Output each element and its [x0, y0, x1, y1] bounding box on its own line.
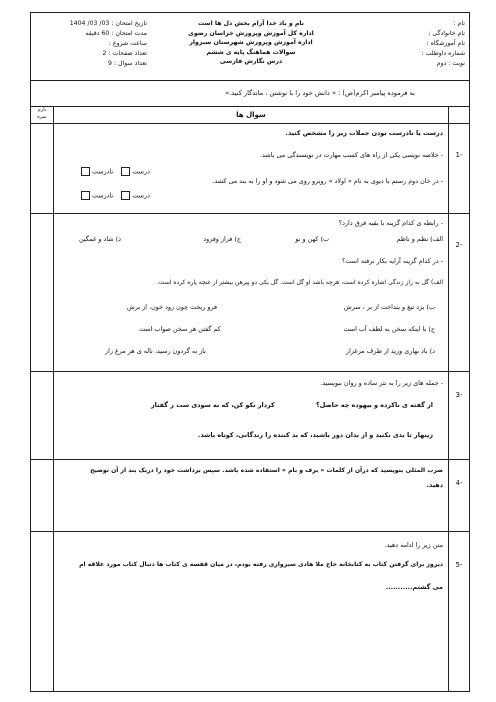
province-office: اداره کل آموزش وپرورش خراسان رضوی [188, 29, 314, 37]
checkbox-false[interactable] [81, 167, 90, 176]
statement: - در خان دوم رستم با دیوی به نام « اولاد » روبرو روی می شود و او را به بند می کشد. [212, 177, 443, 185]
question-instruction: درست یا نادرست بودن جملات زیر را مشخص کنید. [285, 129, 443, 137]
questions-column-header: سوال ها [236, 111, 266, 119]
option-hemistich: باز به گردون رسید، ناله ی هر مرغ زار [105, 347, 206, 355]
start-time: ساعت شروع : [108, 40, 147, 47]
question-number: 4- [455, 479, 463, 487]
student-name: نام : [453, 20, 465, 27]
answer-choices: درست نادرست [79, 167, 150, 176]
question-5 [31, 531, 469, 691]
hadith-quote: به فرموده پیامبر اکرم(ص) : « دانش خود را با نوشتن ، ماندگار کنید.» [31, 80, 469, 107]
option-hemistich: کم گفتن هر سخن صواب است [139, 325, 221, 333]
option: الف) نظم و ناظم [396, 235, 443, 243]
question-number: 5- [455, 561, 463, 569]
option-hemistich: ب) بزد تیغ و بنداخت از بر ، سرش [343, 303, 435, 311]
checkbox-false[interactable] [81, 191, 90, 200]
question-text: ضرب المثلی بنویسید که درآن از کلمات « برف و بام » استفاده شده باشد. سپس برداشت خود را دریک بند از آن توضیح [90, 467, 443, 474]
question-number: 1- [455, 151, 463, 159]
exam-turn: نوبت : دوم [436, 60, 465, 67]
candidate-number: شماره داوطلب : [421, 50, 465, 57]
question-text: دهید. [426, 481, 443, 489]
student-family-name: نام خانوادگی : [428, 30, 465, 37]
question-instruction: - جمله های زیر را به نثر ساده و روان بنویسید. [320, 379, 443, 387]
passage-text: می گشتم........... [385, 583, 443, 591]
question-4 [31, 459, 469, 532]
exam-sheet [30, 12, 470, 692]
column-headers [31, 107, 469, 124]
student-info [353, 19, 465, 69]
option: د) شاد و غمگین [79, 235, 122, 243]
option-hemistich: فرو ریخت چون رود خون، از برش [127, 303, 218, 311]
passage-text: دیروز برای گرفتن کتاب به کتابخانه حاج ملا هادی سبزواری رفته بودم، در میان قفسه ی کتاب ها دنبال کتاب مورد علاقه ام [79, 561, 443, 568]
option: ج) فراز وفرود [203, 235, 241, 243]
school-name: نام آموزشگاه : [426, 40, 465, 47]
exam-info [35, 19, 147, 69]
exam-header [31, 13, 469, 81]
option: الف) گل به راز زندگی اشاره کرده است، هرچه باشد او گل است. گل یکی دو پیرهن بیشتر از غنچه پاره کرده است. [157, 279, 443, 286]
invocation: نام و یاد خدا آرام بخش دل ها است [197, 20, 305, 27]
checkbox-true[interactable] [121, 167, 130, 176]
exam-grade: سوالات هماهنگ پایه ی ششم [206, 48, 296, 56]
verse-hemistich: کردار نکو کن، که نه سودی ست ز گفتار [151, 401, 275, 409]
option: ب) کهن و نو [295, 235, 329, 243]
statement: - خلاصه نویسی یکی از راه های کسب مهارت در نویسندگی می باشد. [259, 151, 443, 159]
prose-sentence: زینهار تا بدی نکنید و از بدان دور باشید، که بد کننده را زندگانی، کوتاه باشد. [197, 431, 433, 439]
exam-duration: مدت امتحان : 60 دقیقه [85, 30, 147, 37]
option-hemistich: ج) با اینکه سخن به لطف آب است [343, 325, 435, 333]
question-number: 3- [455, 391, 463, 399]
verse-hemistich: از گفته ی ناکرده و بیهوده چه حاصل؟ [316, 401, 433, 409]
question-count: تعداد سوال : 9 [108, 60, 147, 67]
question-1 [31, 123, 469, 214]
page-count: تعداد صفحات : 2 [102, 50, 147, 57]
exam-date: تاریخ امتحان : 03/ 03/ 1404 [69, 20, 147, 27]
question-2 [31, 213, 469, 372]
answer-choices: درست نادرست [79, 191, 150, 200]
question-3 [31, 371, 469, 460]
question-instruction: - رابطه ی کدام گزینه با بقیه فرق دارد؟ [338, 219, 443, 227]
question-number: 2- [455, 241, 463, 249]
exam-subject: درس نگارش فارسی [219, 58, 283, 65]
exam-title-block [161, 19, 341, 67]
option-hemistich: د) باد بهاری وزید از طرف مرغزار [346, 347, 435, 355]
city-office: اداره آموزش وپرورش شهرستان سبزوار [189, 39, 313, 46]
question-instruction: - در کدام گزینه آرایه بکار نرفته است؟ [342, 257, 443, 265]
question-instruction: متن زیر را ادامه دهید. [384, 541, 443, 549]
score-column-header: بارم نمره [31, 107, 54, 123]
checkbox-true[interactable] [121, 191, 130, 200]
